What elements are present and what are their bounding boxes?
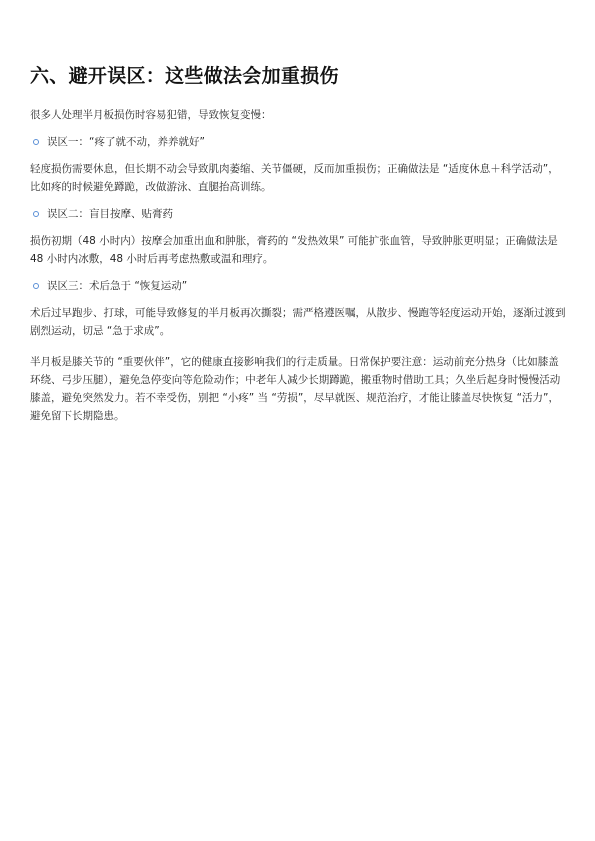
section-heading: 六、避开误区：这些做法会加重损伤 xyxy=(30,65,339,87)
conclusion-paragraph: 半月板是膝关节的 “重要伙伴”，它的健康直接影响我们的行走质量。日常保护要注意：运动前充分热身（比如膝盖环绕、弓步压腿），避免急停变向等危险动作；中老年人减少长期蹲跪，搬重物时借助工具；久坐后起身时慢慢活动膝盖，避免突然发力。若不幸受伤，别把 “小疼” 当 “劳损”，尽早就医、规范治疗，才能让膝盖尽快恢复 “活力”，避免留下长期隐患。 xyxy=(30,356,561,422)
circle-bullet-icon xyxy=(33,211,39,217)
mistake-1-title xyxy=(30,133,566,151)
document-page xyxy=(30,62,566,434)
circle-bullet-icon xyxy=(33,283,39,289)
mistake-3-title-text: 误区三：术后急于 “恢复运动” xyxy=(47,280,188,292)
mistake-2-title-text: 误区二：盲目按摩、贴膏药 xyxy=(47,208,173,220)
intro-paragraph: 很多人处理半月板损伤时容易犯错，导致恢复变慢： xyxy=(30,109,272,121)
mistake-3-title xyxy=(30,277,566,295)
mistake-2-title xyxy=(30,205,566,223)
mistake-1-body: 轻度损伤需要休息，但长期不动会导致肌肉萎缩、关节僵硬，反而加重损伤；正确做法是 “适度休息＋科学活动”，比如疼的时候避免蹲跪，改做游泳、直腿抬高训练。 xyxy=(30,163,559,193)
mistake-2-body: 损伤初期（48 小时内）按摩会加重出血和肿胀，膏药的 “发热效果” 可能扩张血管，导致肿胀更明显；正确做法是 48 小时内冰敷，48 小时后再考虑热敷或温和理疗。 xyxy=(30,235,558,265)
circle-bullet-icon xyxy=(33,139,39,145)
mistake-1-title-text: 误区一：“疼了就不动，养养就好” xyxy=(47,136,205,148)
mistake-3-body: 术后过早跑步、打球，可能导致修复的半月板再次撕裂；需严格遵医嘱，从散步、慢跑等轻度运动开始，逐渐过渡到剧烈运动，切忌 “急于求成”。 xyxy=(30,307,566,337)
